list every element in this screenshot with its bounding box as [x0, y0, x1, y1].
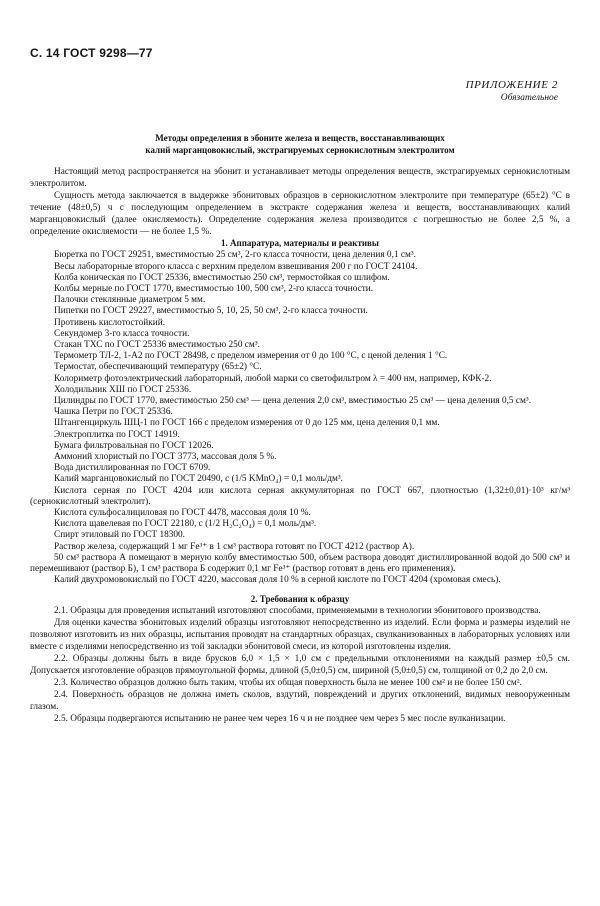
document-title-line-1: Методы определения в эбоните железа и веществ, восстанавливающих	[155, 133, 445, 143]
list-item: Кислота щавелевая по ГОСТ 22180, с (1/2 H₂C₂O₄) = 0,1 моль/дм³.	[54, 519, 317, 530]
list-item: Палочки стеклянные диаметром 5 мм.	[54, 295, 206, 306]
section-1-heading: 1. Аппаратура, материалы и реактивы	[221, 238, 379, 249]
section-2-paragraph: 2.1. Образцы для проведения испытаний изготовляют способами, применяемыми в технологии эбонитового производства.	[54, 606, 541, 617]
section-2-paragraph: 2.2. Образцы должны быть в виде брусков 6,0 × 1,5 × 1,0 см с предельными отклонениями на каждый размер ±0,5 см. Допускается изготовление образцов прямоугольной формы, длиной (5,0±0,5) см, шириной (5,0±0,5) см, толщиной от 0,2 до 2,0 см.	[30, 653, 570, 676]
list-item: Кислота серная по ГОСТ 4204 или кислота серная аккумуляторная по ГОСТ 667, плотностью (1,32±0,01)·10³ кг/м³ (сернокислотный электролит).	[30, 485, 570, 507]
section-2-heading: 2. Требования к образцу	[250, 594, 350, 605]
section-2-paragraph: 2.3. Количество образцов должно быть таким, чтобы их общая поверхность была не менее 100 см² и не более 150 см².	[54, 677, 522, 688]
list-item: Стакан ТХС по ГОСТ 25336 вместимостью 250 см³.	[54, 339, 260, 350]
list-item: Раствор железа, содержащий 1 мг Fe³⁺ в 1 см³ раствора готовят по ГОСТ 4212 (раствор А).	[54, 541, 415, 552]
list-item: Чашка Петри по ГОСТ 25336.	[54, 407, 173, 418]
section-2-paragraph: 2.5. Образцы подвергаются испытанию не ранее чем через 16 ч и не позднее чем через 5 мес после вулканизации.	[54, 713, 506, 724]
document-body	[30, 167, 570, 725]
list-item: Бумага фильтровальная по ГОСТ 12026.	[54, 440, 214, 451]
list-item: Спирт этиловый по ГОСТ 18300.	[54, 530, 186, 541]
list-item: 50 см³ раствора А помещают в мерную колбу вместимостью 500, объем раствора доводят дистиллированной водой до 500 см³ и перемешивают (раствор Б), 1 см³ раствора Б содержит 0,1 мг Fe³⁺ (раствор готовят в день его применения).	[30, 552, 570, 575]
section-1-list	[30, 250, 570, 586]
list-item: Цилиндры по ГОСТ 1770, вместимостью 250 см³ — цена деления 2,0 см³, вместимостью 25 см³ — цена деления 0,5 см³.	[54, 395, 532, 406]
section-2-paragraph: 2.4. Поверхность образцов не должна иметь сколов, вздутий, повреждений и других отклонений, видимых невооруженным глазом.	[30, 689, 570, 712]
list-item: Колбы мерные по ГОСТ 1770, вместимостью 100, 500 см³, 2-го класса точности.	[54, 283, 374, 294]
list-item: Секундомер 3-го класса точности.	[54, 328, 190, 339]
list-item: Термостат, обеспечивающий температуру (65±2) °С.	[54, 362, 262, 373]
page-header-title: С. 14 ГОСТ 9298—77	[30, 46, 153, 60]
appendix-label: ПРИЛОЖЕНИЕ 2	[465, 79, 558, 91]
list-item: Кислота сульфосалициловая по ГОСТ 4478, массовая доля 10 %.	[54, 508, 311, 519]
list-item: Колориметр фотоэлектрический лабораторный, любой марки со светофильтром λ = 400 нм, например, КФК-2.	[54, 373, 492, 384]
list-item: Весы лабораторные второго класса с верхним пределом взвешивания 200 г по ГОСТ 24104.	[54, 261, 418, 272]
list-item: Пипетки по ГОСТ 29227, вместимостью 5, 10, 25, 50 см³, 2-го класса точности.	[54, 306, 368, 317]
intro-paragraph: Настоящий метод распространяется на эбонит и устанавливает методы определения веществ, экстрагируемых сернокислотным электролитом.	[30, 167, 570, 189]
list-item: Калий марганцовокислый по ГОСТ 20490, с (1/5 KMnO₄) = 0,1 моль/дм³.	[54, 474, 343, 485]
list-item: Аммоний хлористый по ГОСТ 3773, массовая доля 5 %.	[54, 452, 277, 462]
section-2-paragraph: Для оценки качества эбонитовых изделий образцы изготовляют непосредственно из изделий. Если форма и размеры изделий не позволяют изготовить из них образцы, испытания проводят на стандартных образцах, свулканизованных в лабораторных условиях или вместе с изделиями непосредственно из той закладки эбонитовой смеси, из которой изготовлены изделия.	[30, 618, 570, 653]
list-item: Противень кислотостойкий.	[54, 317, 166, 328]
list-item: Вода дистиллированная по ГОСТ 6709.	[54, 463, 211, 474]
list-item: Штангенциркуль ШЦ-1 по ГОСТ 166 с пределом измерения от 0 до 125 мм, цена деления 0,1 мм.	[54, 418, 440, 429]
list-item: Калий двухромовокислый по ГОСТ 4220, массовая доля 10 % в серной кислоте по ГОСТ 4204 (хромовая смесь).	[54, 575, 501, 586]
list-item: Бюретка по ГОСТ 29251, вместимостью 25 см³, 2-го класса точности, цена деления 0,1 см³.	[54, 250, 416, 261]
document-title	[60, 132, 540, 156]
intro-paragraph: Сущность метода заключается в выдержке эбонитовых образцов в сернокислотном электролите при температуре (65±2) °С в течение (48±0,5) ч с последующим определением в экстракте содержания железа и веществ, восстанавливающих калий марганцовокислый (далее окисляемость). Определение содержания железа производится с погрешностью не более 2,5 %, а определение окисляемости — не более 1,5 %.	[30, 190, 570, 237]
list-item: Колба коническая по ГОСТ 25336, вместимостью 250 см³, термостойкая со шлифом.	[54, 272, 390, 283]
list-item: Электроплитка по ГОСТ 14919.	[54, 429, 180, 440]
list-item: Термометр ТЛ-2, 1-А2 по ГОСТ 28498, с пределом измерения от 0 до 100 °С, с ценой деления 1 °С.	[54, 351, 448, 362]
appendix-label-block	[466, 79, 558, 105]
appendix-status: Обязательное	[500, 93, 558, 103]
document-title-line-2: калий марганцовокислый, экстрагируемых сернокислотным электролитом	[145, 145, 455, 155]
list-item: Холодильник ХШ по ГОСТ 25336.	[54, 384, 192, 395]
